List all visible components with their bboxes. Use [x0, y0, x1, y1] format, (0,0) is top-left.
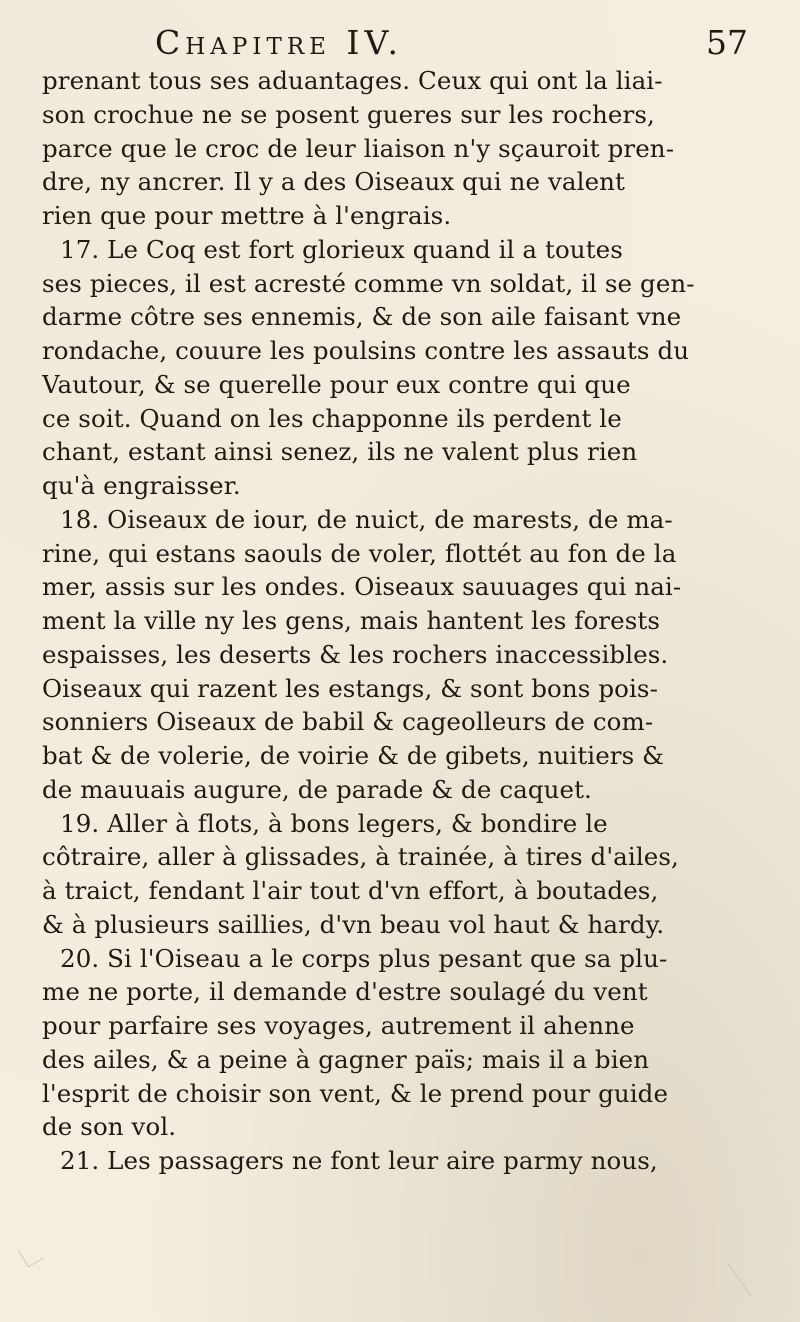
paragraph-20-start: 20. Si l'Oiseau a le corps plus pesant que sa plu- [60, 943, 668, 973]
paragraph-19-start: 19. Aller à flots, à bons legers, & bondire le [60, 808, 608, 838]
paragraph-17-start: 17. Le Coq est fort glorieux quand il a toutes [60, 234, 623, 264]
text-line: l'esprit de choisir son vent, & le prend pour guide [42, 1078, 669, 1108]
page-number: 57 [706, 23, 748, 62]
text-line: me ne porte, il demande d'estre soulagé du vent [42, 977, 648, 1007]
text-line: qu'à engraisser. [42, 471, 241, 500]
text-line: rondache, couure les poulsins contre les assauts du [42, 336, 690, 365]
text-line: rien que pour mettre à l'engrais. [42, 201, 452, 230]
text-line: dre, ny ancrer. Il y a des Oiseaux qui ne valent [42, 167, 626, 197]
margin-mark [19, 1242, 45, 1268]
text-line: sonniers Oiseaux de babil & cageolleurs de com- [42, 707, 654, 737]
text-line: rine, qui estans saouls de voler, flottét au fon de la [42, 538, 677, 568]
text-line: à traict, fendant l'air tout d'vn effort, à boutades, [42, 876, 659, 905]
text-line: des ailes, & a peine à gagner païs; mais il a bien [42, 1044, 650, 1074]
text-line: de mauuais augure, de parade & de caquet. [42, 774, 592, 804]
paragraph-21-start: 21. Les passagers ne font leur aire parmy nous, [60, 1146, 658, 1175]
text-line: bat & de volerie, de voirie & de gibets, nuitiers & [42, 741, 665, 770]
chapter-title: Chapitre IV. [155, 23, 404, 62]
text-line: côtraire, aller à glissades, à trainée, à tires d'ailes, [42, 842, 679, 872]
text-line: darme côtre ses ennemis, & de son aile faisant vne [42, 302, 682, 332]
text-line: ment la ville ny les gens, mais hantent les forests [42, 606, 660, 635]
text-line: prenant tous ses aduantages. Ceux qui ont la liai- [42, 66, 663, 95]
text-line: chant, estant ainsi senez, ils ne valent plus rien [42, 437, 638, 467]
page-scratch-mark [728, 1264, 752, 1297]
paragraph-18-start: 18. Oiseaux de iour, de nuict, de marests, de ma- [60, 504, 673, 534]
text-line: Vautour, & se querelle pour eux contre qui que [42, 369, 631, 399]
text-line: parce que le croc de leur liaison n'y sçauroit pren- [42, 133, 675, 163]
text-line: espaisses, les deserts & les rochers inaccessibles. [42, 639, 669, 669]
page-header [0, 18, 800, 68]
text-line: ses pieces, il est acresté comme vn soldat, il se gen- [42, 268, 695, 298]
text-line: Oiseaux qui razent les estangs, & sont bons pois- [42, 673, 658, 703]
text-line: mer, assis sur les ondes. Oiseaux sauuages qui nai- [42, 572, 682, 602]
text-line: de son vol. [42, 1112, 177, 1142]
text-line: pour parfaire ses voyages, autrement il ahenne [42, 1011, 635, 1040]
text-line: ce soit. Quand on les chapponne ils perdent le [42, 403, 622, 433]
text-line: & à plusieurs saillies, d'vn beau vol haut & hardy. [42, 909, 665, 939]
text-line: son crochue ne se posent gueres sur les rochers, [42, 99, 655, 129]
body-text [42, 64, 782, 1178]
